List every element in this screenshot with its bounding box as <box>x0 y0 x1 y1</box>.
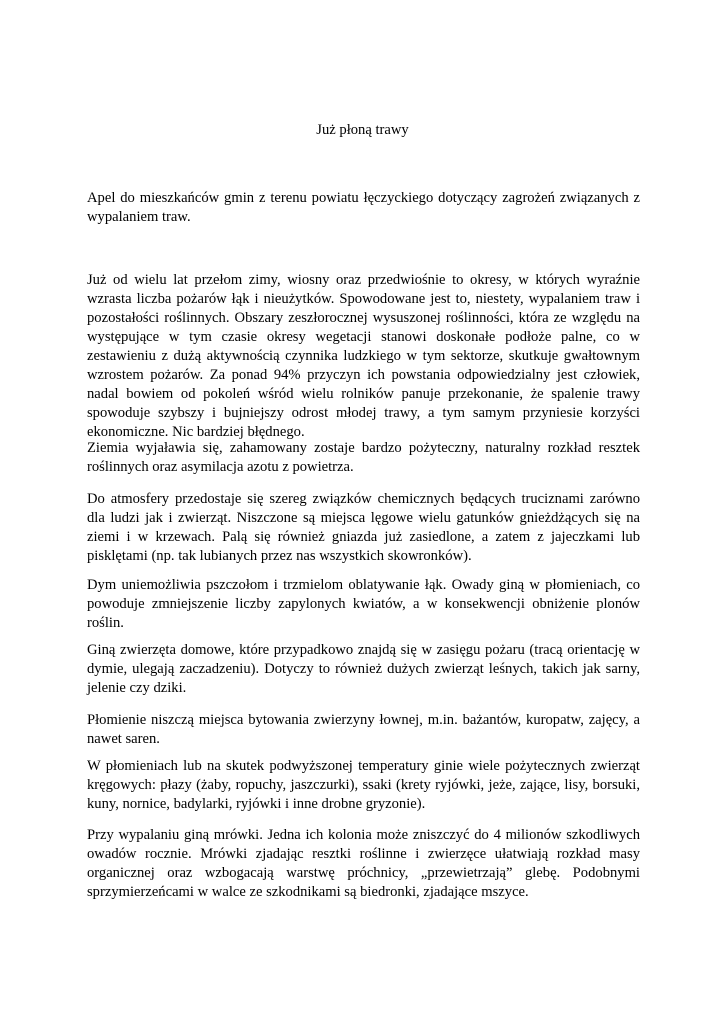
paragraph-bees: Dym uniemożliwia pszczołom i trzmielom oblatywanie łąk. Owady giną w płomieniach, co powoduje zmniejszenie liczby zapylonych kwiatów, a w konsekwencji obniżenie plonów roślin. <box>87 577 640 631</box>
appeal-intro: Apel do mieszkańców gmin z terenu powiatu łęczyckiego dotyczący zagrożeń związanych z wypalaniem traw. <box>87 190 640 225</box>
page-title: Już płoną trawy <box>316 122 409 138</box>
paragraph-soil: Ziemia wyjaławia się, zahamowany zostaje bardzo pożyteczny, naturalny rozkład resztek roślinnych oraz asymilacja azotu z powietrza. <box>87 440 640 475</box>
paragraph-fires-cause: Już od wielu lat przełom zimy, wiosny oraz przedwiośnie to okresy, w których wyraźnie wzrasta liczba pożarów łąk i nieużytków. Spowodowane jest to, niestety, wypalaniem traw i pozostałości roślinnych. Obszary zeszłorocznej wysuszonej roślinności, która ze względu na występujące w tym czasie okresy wegetacji stanowi doskonałe podłoże palne, co w zestawieniu z dużą aktywnością czynnika ludzkiego w tym sektorze, skutkuje gwałtownym wzrostem pożarów. Za ponad 94% przyczyn ich powstania odpowiedzialny jest człowiek, nadal bowiem od pokoleń wśród wielu rolników panuje przekonanie, że spalenie trawy spowoduje szybszy i bujniejszy odrost młodej trawy, a tym samym przyniesie korzyści ekonomiczne. Nic bardziej błędnego. <box>87 272 640 440</box>
paragraph-atmosphere: Do atmosfery przedostaje się szereg związków chemicznych będących truciznami zarówno dla ludzi jak i zwierząt. Niszczone są miejsca lęgowe wielu gatunków gnieżdżących się na ziemi i w krzewach. Palą się również gniazda już zasiedlone, a zatem z jajeczkami lub pisklętami (np. tak lubianych przez nas wszystkich skowronków). <box>87 491 640 564</box>
paragraph-domestic-animals: Giną zwierzęta domowe, które przypadkowo znajdą się w zasięgu pożaru (tracą orientację w dymie, ulegają zaczadzeniu). Dotyczy to również dużych zwierząt leśnych, takich jak sarny, jelenie czy dziki. <box>87 642 640 696</box>
paragraph-ants: Przy wypalaniu giną mrówki. Jedna ich kolonia może zniszczyć do 4 milionów szkodliwych owadów rocznie. Mrówki zjadając resztki roślinne i zwierzęce ułatwiają rozkład masy organicznej oraz wzbogacają warstwę próchnicy, „przewietrzają” glebę. Podobnymi sprzymierzeńcami w walce ze szkodnikami są biedronki, zjadające mszyce. <box>87 827 640 900</box>
paragraph-game-animals: Płomienie niszczą miejsca bytowania zwierzyny łownej, m.in. bażantów, kuropatw, zajęcy, a nawet saren. <box>87 712 640 747</box>
paragraph-vertebrates: W płomieniach lub na skutek podwyższonej temperatury ginie wiele pożytecznych zwierząt kręgowych: płazy (żaby, ropuchy, jaszczurki), ssaki (krety ryjówki, jeże, zające, lisy, borsuki, kuny, nornice, badylarki, ryjówki i inne drobne gryzonie). <box>87 758 640 812</box>
